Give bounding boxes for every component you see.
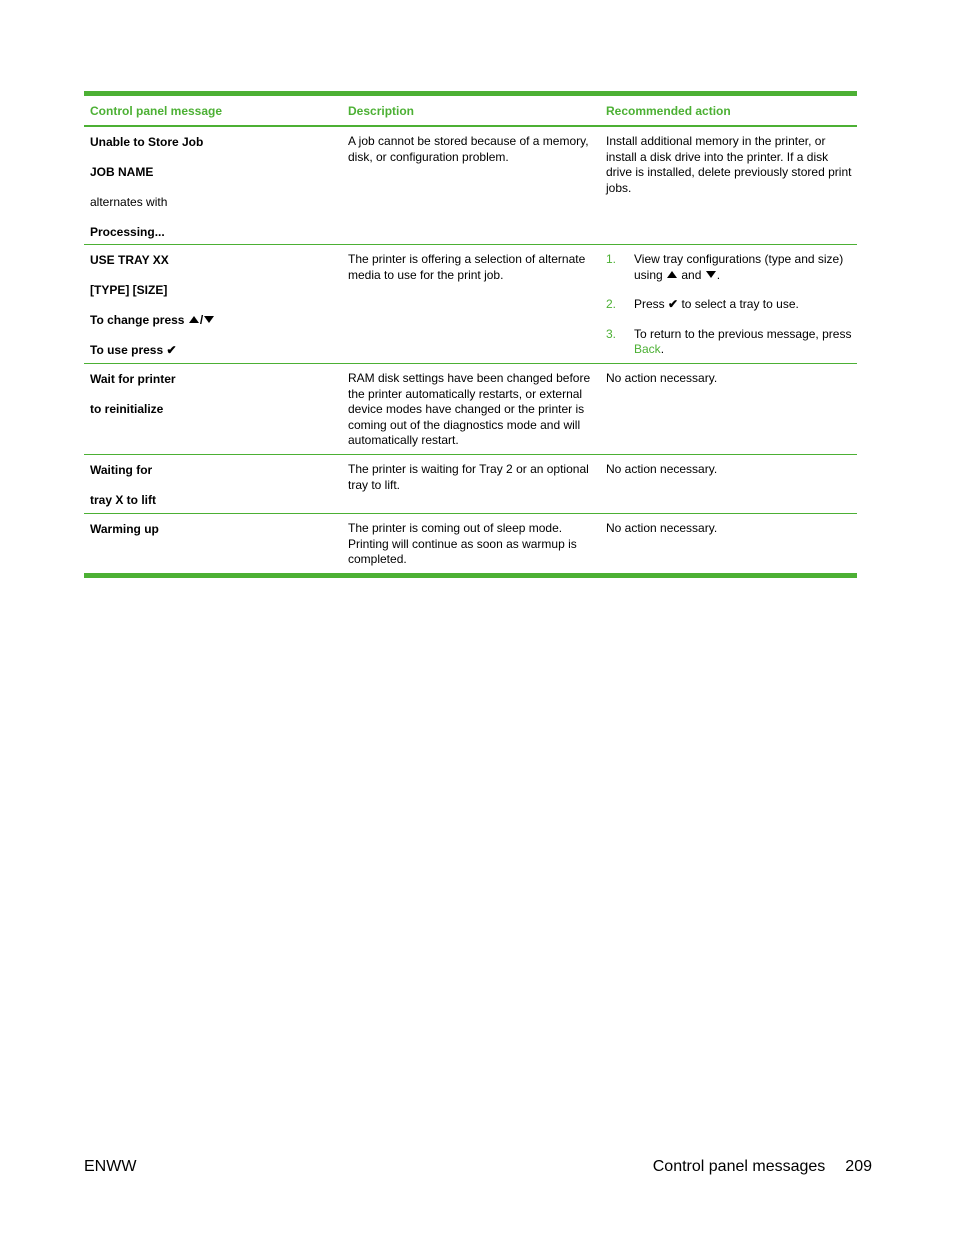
step-text-part: to select a tray to use. [681,297,799,311]
table-row [84,364,857,455]
step-text-part: View tray configurations (type and size) using [634,252,844,282]
up-arrow-icon [667,271,677,278]
step-number: 3. [606,326,617,341]
slash-separator: / [199,313,204,327]
table-row [84,514,857,573]
table-row [84,455,857,514]
action-text: No action necessary. [606,371,718,385]
down-arrow-icon [706,271,716,278]
message-cell [84,462,342,513]
message-line: Wait for printer [90,372,176,386]
action-step [606,252,853,283]
description-cell [342,252,600,363]
message-line: USE TRAY XX [90,253,169,267]
message-line: alternates with [90,195,168,209]
footer-enww: ENWW [84,1158,137,1175]
checkmark-icon: ✔ [668,297,679,311]
table-row [84,245,857,364]
checkmark-icon: ✔ [166,343,177,357]
message-line-text: To change press [90,313,185,327]
up-arrow-icon [189,316,199,323]
description-cell [342,371,600,454]
back-button-reference: Back [634,342,661,356]
message-cell [84,134,342,244]
step-number: 1. [606,252,617,266]
description-text: The printer is offering a selection of alternate media to use for the print job. [348,252,586,282]
message-line-text: To use press [90,343,164,357]
action-text: No action necessary. [606,521,718,535]
message-line: [TYPE] [SIZE] [90,283,168,297]
footer-right [653,1158,872,1176]
description-cell [342,521,600,573]
down-arrow-icon [204,316,214,323]
step-text [634,327,853,358]
action-step [606,297,853,313]
action-text: No action necessary. [606,462,718,476]
message-line: Unable to Store Job [90,135,204,149]
message-cell [84,521,342,573]
description-text: The printer is coming out of sleep mode. Printing will continue as soon as warmup is completed. [348,521,577,566]
message-line: Warming up [90,522,159,536]
action-cell [600,134,857,244]
action-step [606,327,853,358]
description-cell [342,462,600,513]
step-number: 2. [606,297,617,311]
action-steps [606,252,853,358]
action-cell [600,521,857,573]
step-text-part: and [681,267,702,282]
page-number: 209 [845,1158,872,1175]
message-line [90,342,342,358]
step-text-part: To return to the previous message, press [634,326,852,341]
step-text-part: . [716,267,721,282]
header-control-panel-message: Control panel message [90,103,223,118]
table-header [84,96,857,127]
description-cell [342,134,600,244]
action-cell [600,371,857,454]
header-recommended-action: Recommended action [606,103,731,118]
message-line: to reinitialize [90,402,164,416]
message-cell [84,371,342,454]
message-line [90,312,342,328]
description-text: RAM disk settings have been changed before the printer automatically restarts, or external device modes have changed or the printer is coming out of the diagnostics mode and will automatically restart. [348,371,591,447]
message-line: Processing... [90,225,165,239]
message-cell [84,252,342,363]
action-cell [600,252,857,363]
control-panel-messages-table [84,91,857,578]
step-text-part: Press [634,297,665,311]
message-line: JOB NAME [90,165,154,179]
header-description: Description [348,103,415,118]
description-text: The printer is waiting for Tray 2 or an optional tray to lift. [348,462,589,492]
action-cell [600,462,857,513]
action-text: Install additional memory in the printer, or install a disk drive into the printer. If a disk drive is installed, delete previously stored print jobs. [606,134,852,195]
step-text [634,297,853,313]
step-text [634,252,853,283]
step-text-part: . [660,342,665,356]
footer-section-title: Control panel messages [652,1158,826,1175]
message-line: Waiting for [90,463,153,477]
description-text: A job cannot be stored because of a memory, disk, or configuration problem. [348,134,589,164]
message-line: tray X to lift [90,493,157,507]
table-row [84,127,857,245]
